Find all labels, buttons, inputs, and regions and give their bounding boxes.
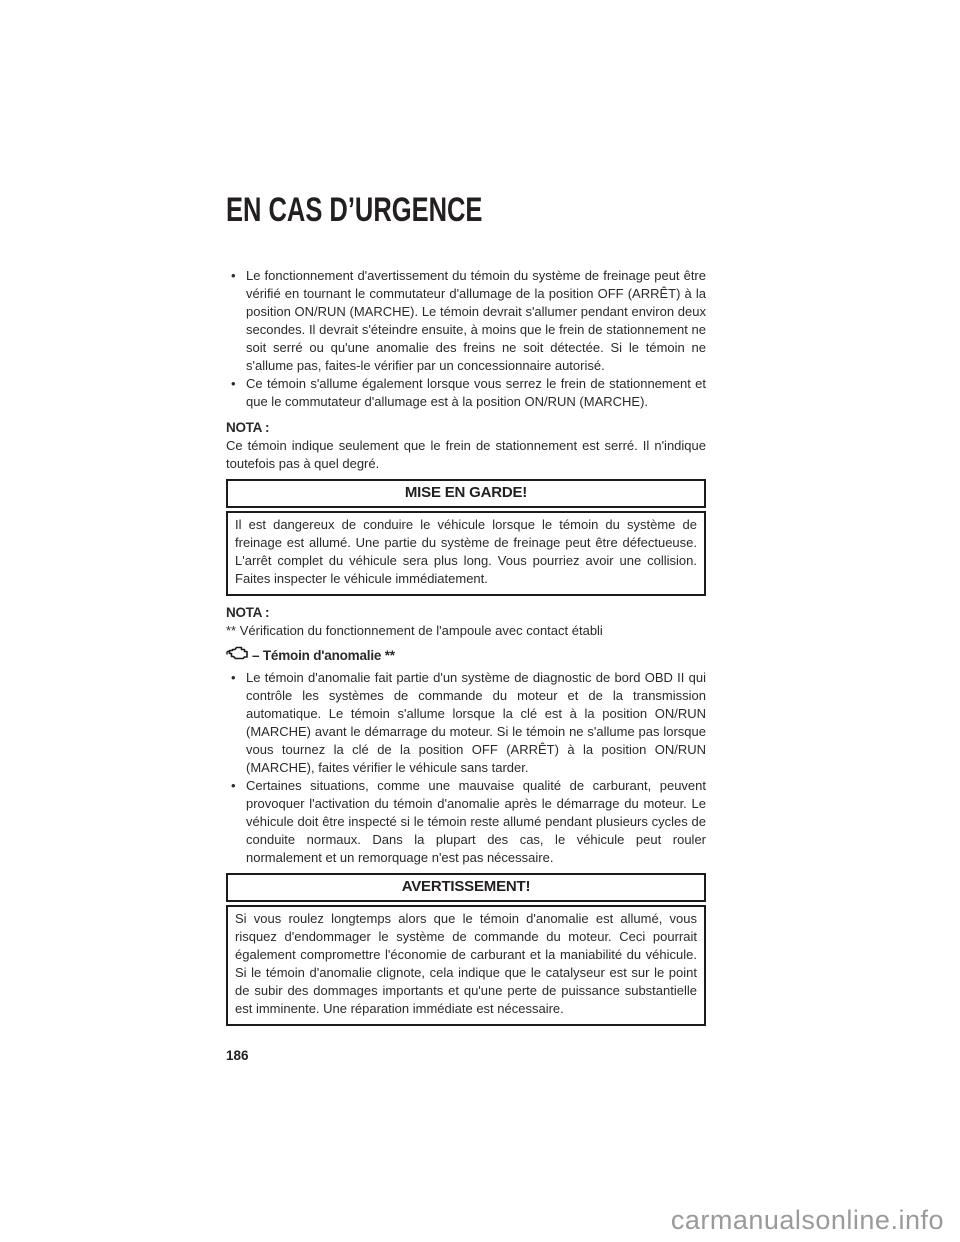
list-item: • Le témoin d'anomalie fait partie d'un système de diagnostic de bord OBD II qui contrôle les systèmes de commande du moteur et de la transmission automatique. Le témoin s'allume lorsque la clé est à la position ON/RUN (MARCHE) avant le démarrage du moteur. Si le témoin ne s'allume pas lorsque vous tournez la clé de la position OFF (ARRÊT) à la position ON/RUN (MARCHE), faites vérifier le véhicule sans tarder. (226, 669, 706, 777)
nota-text: ** Vérification du fonctionnement de l'ampoule avec contact établi (226, 623, 603, 638)
nota-label: NOTA : (226, 420, 270, 435)
check-engine-icon (226, 645, 250, 666)
page-content (226, 0, 706, 1063)
indicator-label: – Témoin d'anomalie ** (252, 647, 395, 663)
nota-text: Ce témoin indique seulement que le frein de stationnement est serré. Il n'indique toutefois pas à quel degré. (226, 438, 706, 471)
nota-label: NOTA : (226, 605, 270, 620)
list-item: • Ce témoin s'allume également lorsque vous serrez le frein de stationnement et que le commutateur d'allumage est à la position ON/RUN (MARCHE). (226, 375, 706, 411)
caution-box-body: Il est dangereux de conduire le véhicule lorsque le témoin du système de freinage est allumé. Une partie du système de freinage peut être défectueuse. L'arrêt complet du véhicule sera plus long. Vous pourriez avoir une collision. Faites inspecter le véhicule immédiatement. (226, 511, 706, 596)
watermark: carmanualsonline.info (670, 1205, 944, 1235)
warning-box-body: Si vous roulez longtemps alors que le témoin d'anomalie est allumé, vous risquez d'endommager le système de commande du moteur. Ceci pourrait également compromettre l'économie de carburant et la maniabilité du véhicule. Si le témoin d'anomalie clignote, cela indique que le catalyseur est sur le point de subir des dommages importants et qu'une perte de puissance substantielle est imminente. Une réparation immédiate est nécessaire. (226, 905, 706, 1026)
mil-section (226, 669, 706, 867)
warning-box-title: AVERTISSEMENT! (226, 873, 706, 902)
nota-block-2 (226, 604, 706, 640)
page-number: 186 (226, 1048, 249, 1063)
nota-block-1 (226, 419, 706, 473)
warning-box (226, 873, 706, 1026)
list-item: • Certaines situations, comme une mauvaise qualité de carburant, peuvent provoquer l'activation du témoin d'anomalie après le démarrage du moteur. Le véhicule doit être inspecté si le témoin reste allumé pendant plusieurs cycles de conduite normaux. Dans la plupart des cas, le véhicule peut rouler normalement et un remorquage n'est pas nécessaire. (226, 777, 706, 867)
page-title: EN CAS D’URGENCE (226, 191, 483, 229)
caution-box (226, 479, 706, 596)
list-item: • Le fonctionnement d'avertissement du témoin du système de freinage peut être vérifié en tournant le commutateur d'allumage de la position OFF (ARRÊT) à la position ON/RUN (MARCHE). Le témoin devrait s'allumer pendant environ deux secondes. Il devrait s'éteindre ensuite, à moins que le frein de stationnement ne soit serré ou qu'une anomalie des freins ne soit détectée. Si le témoin ne s'allume pas, faites-le vérifier par un concessionnaire autorisé. (226, 267, 706, 375)
mil-indicator-line (226, 645, 706, 665)
caution-box-title: MISE EN GARDE! (226, 479, 706, 508)
brake-warning-section (226, 267, 706, 411)
